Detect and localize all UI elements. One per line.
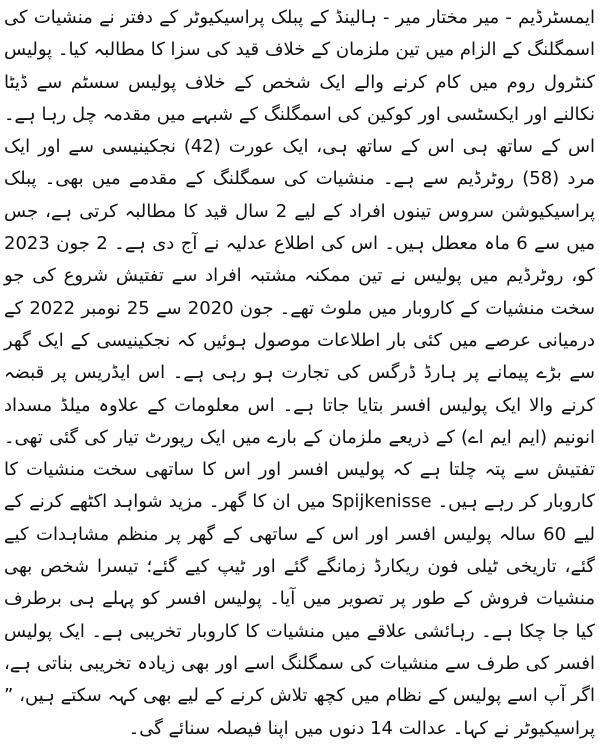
article-paragraph: ایمسٹرڈیم - میر مختار میر - ہالینڈ کے پبلک پراسیکیوٹر کے دفتر نے منشیات کی اسمگلنگ کے الزام میں تین ملزمان کے خلاف قید کی سزا کا مطالبہ کیا۔ پولیس کنٹرول روم میں کام کرنے والے ایک شخص کے خلاف پولیس سسٹم سے ڈیٹا نکالنے اور ایکسٹسی اور کوکین کی اسمگلنگ کے شبہے میں مقدمہ چل رہا ہے۔ اس کے ساتھ ہی اس کے ساتھ ہی، ایک عورت (42) نجکینیسی سے اور ایک مرد (58) روٹرڈیم سے ہے۔ منشیات کی سمگلنگ کے مقدمے میں بھی۔ پبلک پراسیکیوشن سروس تینوں افراد کے لیے 2 سال قید کا مطالبہ کرتی ہے، جس میں سے 6 ماہ معطل ہیں۔ اس کی اطلاع عدلیہ نے آج دی ہے۔ 2 جون 2023 کو، روٹرڈیم میں پولیس نے تین ممکنہ مشتبہ افراد سے تفتیش شروع کی جو سخت منشیات کے کاروبار میں ملوث تھے۔ جون 2020 سے 25 نومبر 2022 کے درمیانی عرصے میں کئی بار اطلاعات موصول ہوئیں کہ نجکینیسی کے ایک گھر سے بڑے پیمانے پر ہارڈ ڈرگس کی تجارت ہو رہی ہے۔ اس ایڈریس پر قبضہ کرنے والا ایک پولیس افسر بتایا جاتا ہے۔ اس معلومات کے علاوہ میلڈ مسداد انونیم (ایم ایم اے) کے ذریعے ملزمان کے بارے میں ایک رپورٹ تیار کی گئی تھی۔ تفتیش سے پتہ چلتا ہے کہ پولیس افسر اور اس کا ساتھی سخت منشیات کا کاروبار کر رہے ہیں۔ Spijkenisse میں ان کا گھر۔ مزید شواہد اکٹھے کرنے کے لیے 60 سالہ پولیس افسر اور اس کے ساتھی کے گھر پر منظم مشاہدات کیے گئے، تاریخی ٹیلی فون ریکارڈ زمانگے گئے اور ٹیپ کیے گئے؛ تیسرا شخص بھی منشیات فروش کے طور پر تصویر میں آیا۔ پولیس افسر کو پہلے ہی برطرف کیا جا چکا ہے۔ رہائشی علاقے میں منشیات کا کاروبار تخریبی ہے۔ ایک پولیس افسر کی طرف سے منشیات کی سمگلنگ اسے اور بھی زیادہ تخریبی بناتی ہے، اگر آپ اسے پولیس کے نظام میں کچھ تلاش کرنے کے لیے بھی کہہ سکتے ہیں، ” پراسیکیوٹر نے کہا۔ عدالت 14 دنوں میں اپنا فیصلہ سنائے گی۔ [4, 7, 595, 739]
